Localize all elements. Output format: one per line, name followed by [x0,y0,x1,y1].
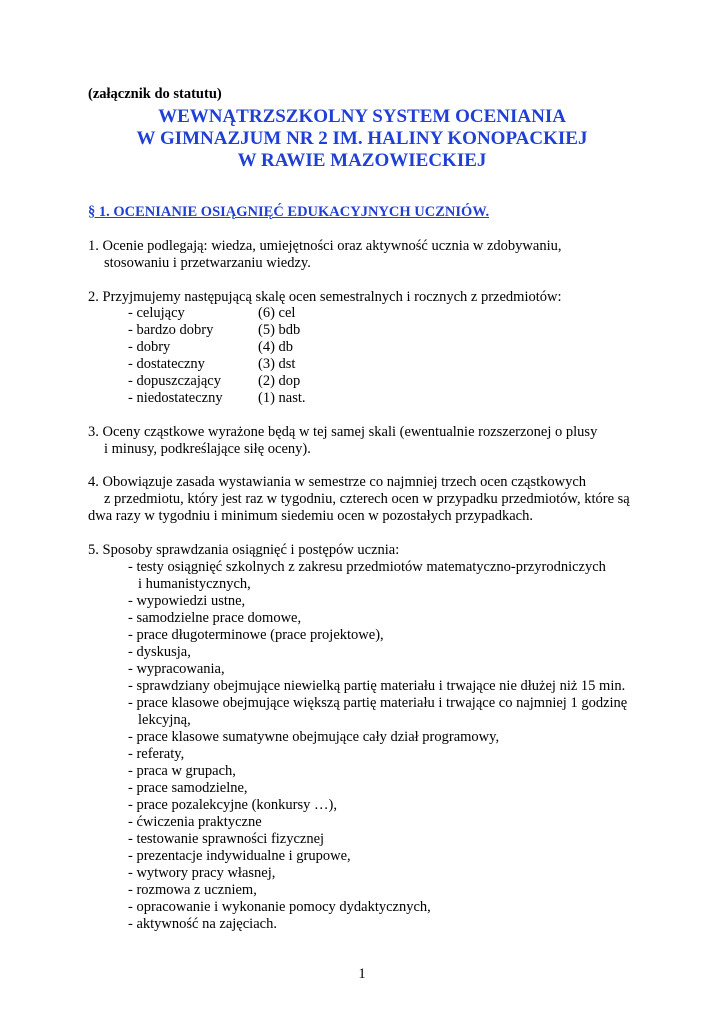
list-item: - samodzielne prace domowe, [128,610,302,626]
list-item: - prace pozalekcyjne (konkursy …), [128,797,337,813]
list-item: - testy osiągnięć szkolnych z zakresu przedmiotów matematyczno-przyrodniczych [128,559,606,575]
list-item: - opracowanie i wykonanie pomocy dydaktycznych, [128,899,431,915]
paragraph-3-line-2: i minusy, podkreślające siłę oceny). [104,441,311,457]
list-item: - wypowiedzi ustne, [128,593,246,609]
paragraph-1-line-1: 1. Ocenie podlegają: wiedza, umiejętności oraz aktywność ucznia w zdobywaniu, [88,238,562,254]
list-item: - rozmowa z uczniem, [128,882,257,898]
list-item: - prace długoterminowe (prace projektowe), [128,627,384,643]
list-item: - wypracowania, [128,661,225,677]
paragraph-4-line-2: z przedmiotu, który jest raz w tygodniu, czterech ocen w przypadku przedmiotów, które są [104,491,630,507]
list-item-continuation: lekcyjną, [138,712,191,728]
grade-value: (1) nast. [258,390,306,406]
grade-name: - celujący [128,305,185,321]
list-item-continuation: i humanistycznych, [138,576,251,592]
list-item: - prace klasowe obejmujące większą partię materiału i trwające co najmniej 1 godzinę [128,695,628,711]
page-number: 1 [358,966,366,982]
title-line-2: W GIMNAZJUM NR 2 IM. HALINY KONOPACKIEJ [136,128,588,149]
attachment-note: (załącznik do statutu) [88,86,222,102]
list-item: - aktywność na zajęciach. [128,916,277,932]
grade-value: (3) dst [258,356,296,372]
grade-name: - dopuszczający [128,373,221,389]
list-item: - prezentacje indywidualne i grupowe, [128,848,351,864]
grade-value: (6) cel [258,305,296,321]
paragraph-3-line-1: 3. Oceny cząstkowe wyrażone będą w tej samej skali (ewentualnie rozszerzonej o plusy [88,424,598,440]
grade-name: - dobry [128,339,171,355]
list-item: - wytwory pracy własnej, [128,865,276,881]
list-item: - referaty, [128,746,185,762]
list-item: - sprawdziany obejmujące niewielką partię materiału i trwające nie dłużej niż 15 min. [128,678,626,694]
list-item: - dyskusja, [128,644,191,660]
list-item: - prace klasowe sumatywne obejmujące cały dział programowy, [128,729,500,745]
grade-value: (5) bdb [258,322,301,338]
grade-name: - dostateczny [128,356,205,372]
grade-value: (2) dop [258,373,301,389]
paragraph-1-line-2: stosowaniu i przetwarzaniu wiedzy. [104,255,311,271]
list-item: - testowanie sprawności fizycznej [128,831,325,847]
grade-value: (4) db [258,339,294,355]
grade-name: - bardzo dobry [128,322,214,338]
paragraph-4-line-1: 4. Obowiązuje zasada wystawiania w semestrze co najmniej trzech ocen cząstkowych [88,474,587,490]
title-line-1: WEWNĄTRZSZKOLNY SYSTEM OCENIANIA [158,106,566,127]
list-item: - ćwiczenia praktyczne [128,814,262,830]
section-heading: § 1. OCENIANIE OSIĄGNIĘĆ EDUKACYJNYCH UCZNIÓW. [88,204,490,220]
paragraph-4-line-3: dwa razy w tygodniu i minimum siedemiu ocen w pozostałych przypadkach. [88,508,533,524]
paragraph-5-intro: 5. Sposoby sprawdzania osiągnięć i postępów ucznia: [88,542,400,558]
list-item: - prace samodzielne, [128,780,248,796]
list-item: - praca w grupach, [128,763,236,779]
grade-name: - niedostateczny [128,390,223,406]
paragraph-2-intro: 2. Przyjmujemy następującą skalę ocen semestralnych i rocznych z przedmiotów: [88,289,562,305]
title-line-3: W RAWIE MAZOWIECKIEJ [237,150,487,171]
